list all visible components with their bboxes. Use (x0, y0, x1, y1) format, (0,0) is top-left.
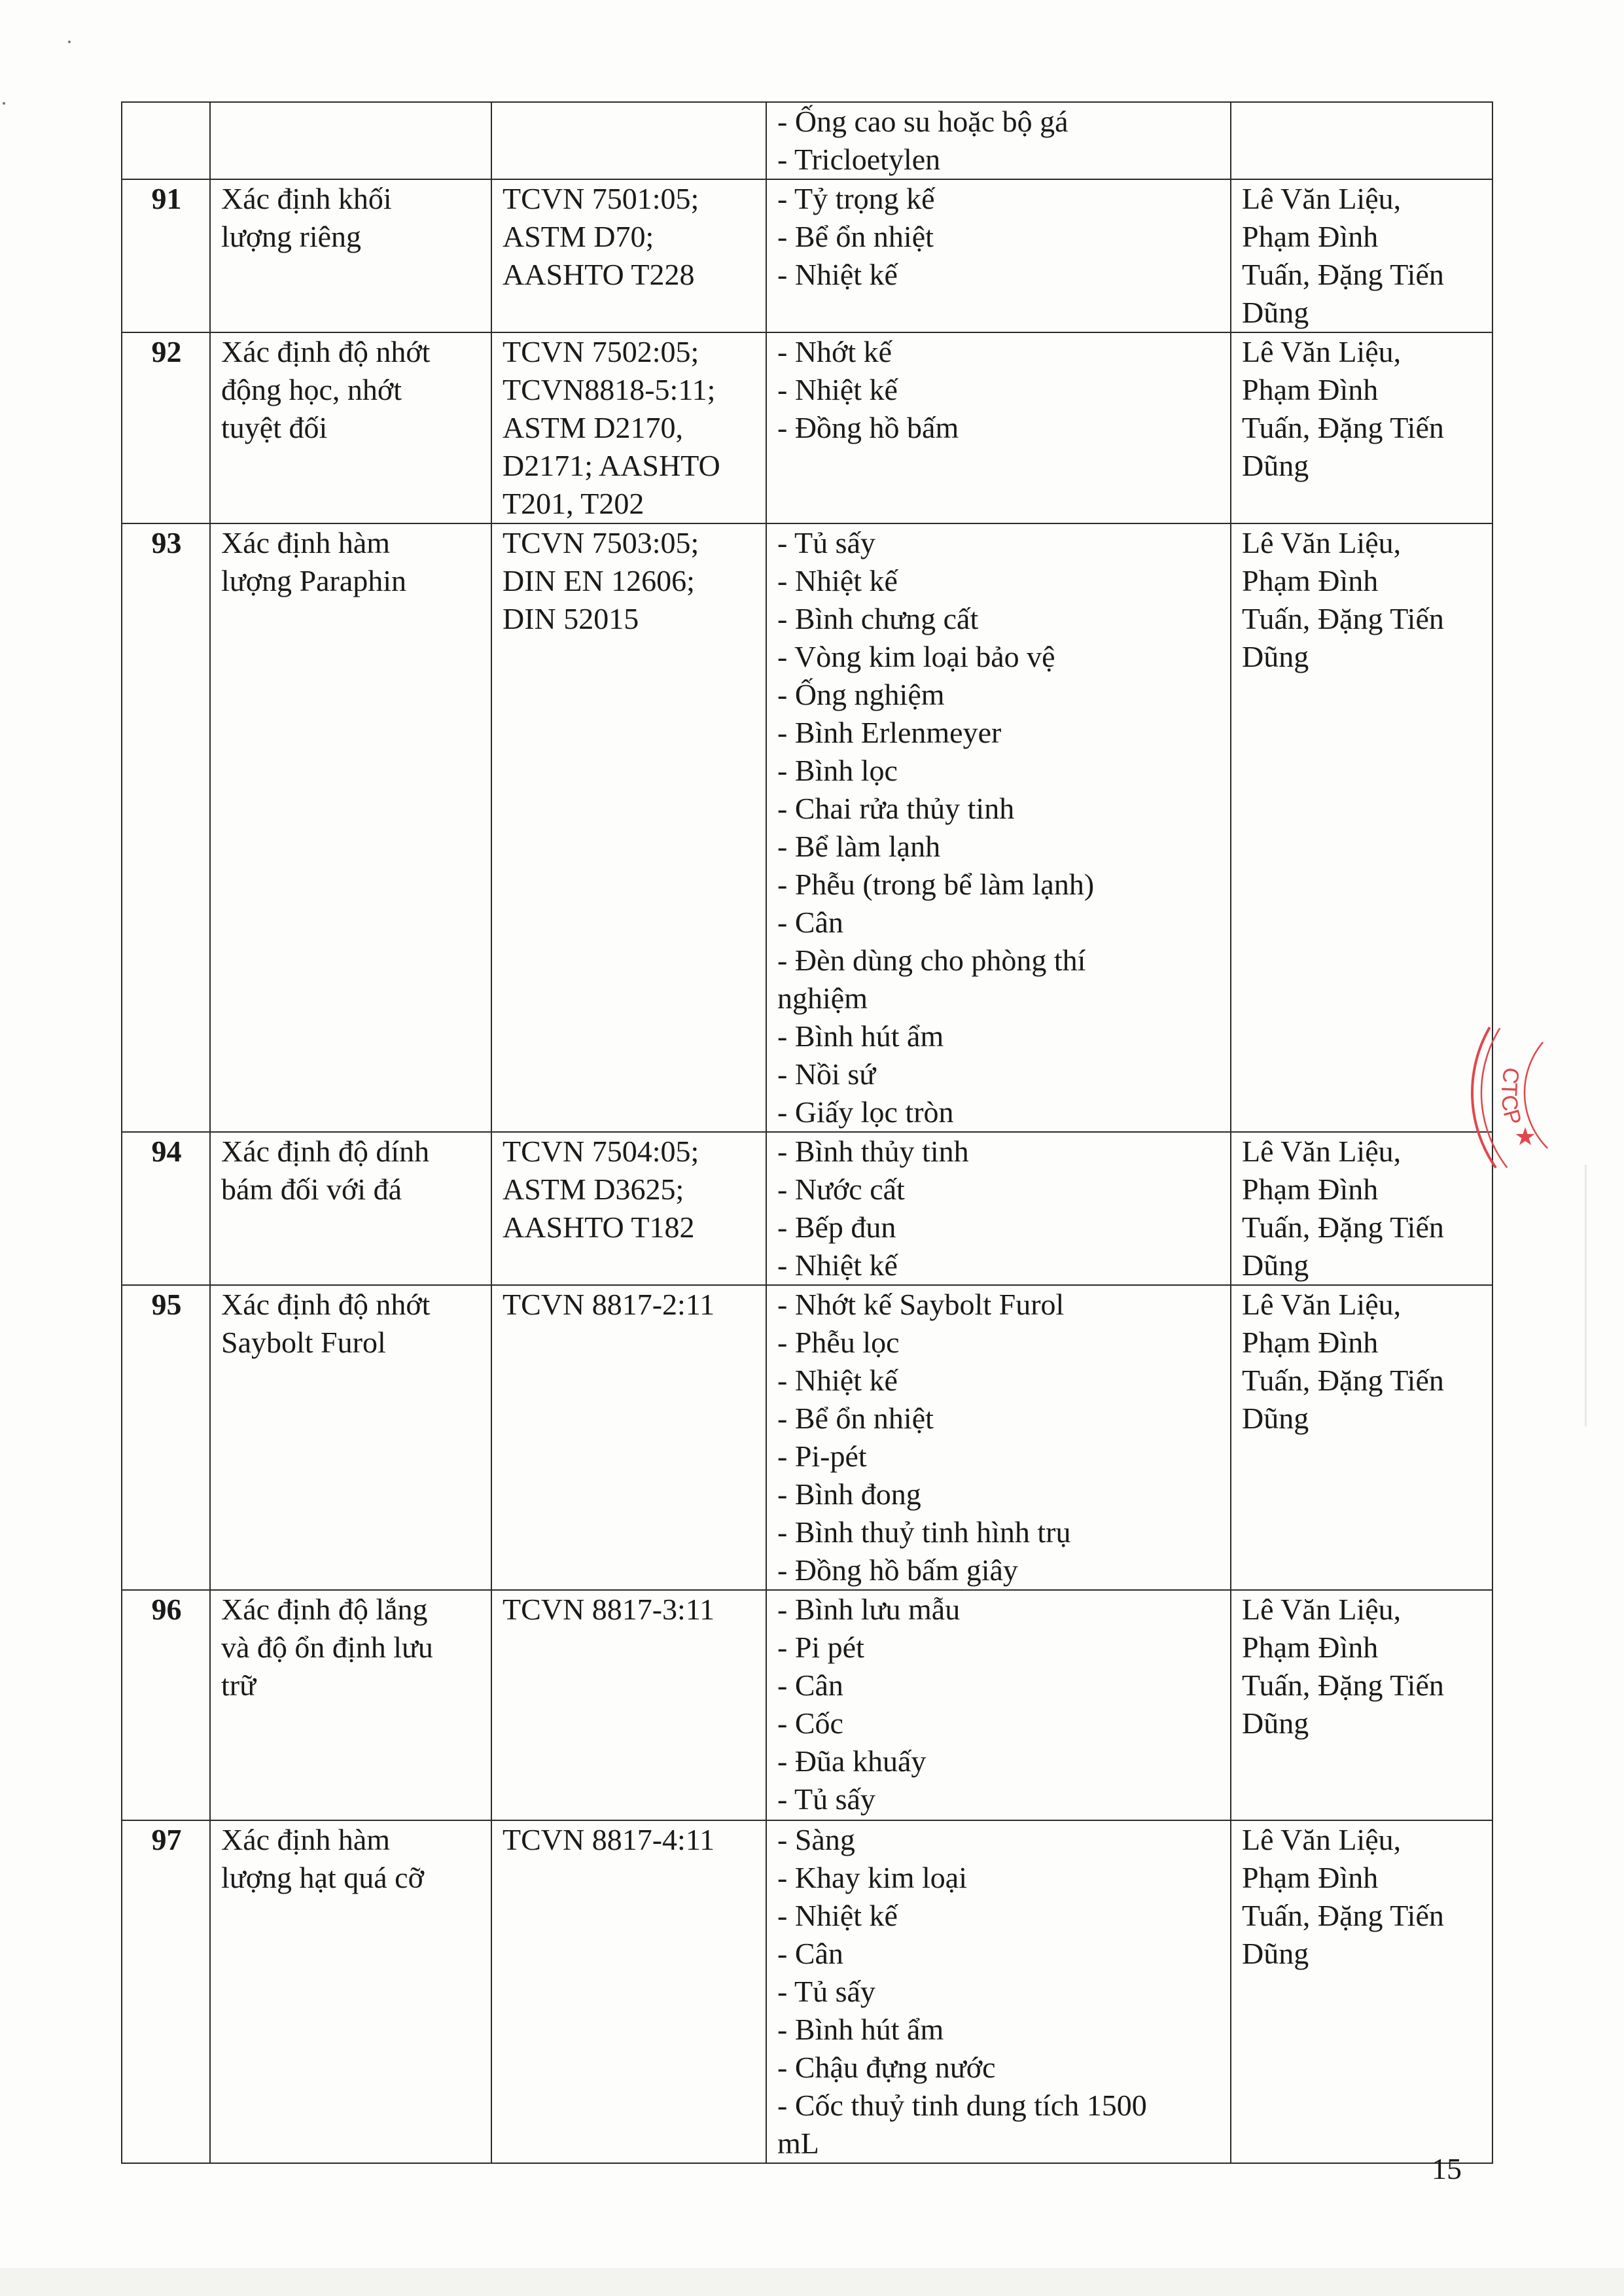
equipment-line: - Nhiệt kế (777, 1364, 898, 1397)
staff-line: Phạm Đình (1242, 1861, 1379, 1894)
equipment-line: - Bể ổn nhiệt (777, 1402, 934, 1435)
equipment-line: - Cốc thuỷ tinh dung tích 1500 (777, 2089, 1147, 2122)
equipment-line: - Ống cao su hoặc bộ gá (777, 105, 1068, 138)
equipment-line: - Chậu đựng nước (777, 2051, 996, 2084)
equipment-line: - Đồng hồ bấm giây (777, 1553, 1018, 1587)
equipment-line: - Nhiệt kế (777, 1899, 898, 1932)
standard-line: TCVN8818-5:11; (503, 373, 716, 406)
equipment-cell (766, 1285, 1231, 1590)
equipment-line: - Ống nghiệm (777, 678, 945, 711)
name-line: động học, nhớt (221, 373, 402, 406)
staff-line: Phạm Đình (1242, 1173, 1379, 1206)
test-name-cell (210, 1820, 491, 2163)
name-line: tuyệt đối (221, 411, 328, 444)
staff-cell (1231, 179, 1492, 332)
staff-line: Phạm Đình (1242, 1631, 1379, 1664)
staff-line: Tuấn, Đặng Tiến (1242, 1899, 1444, 1932)
equipment-line: - Pi pét (777, 1631, 864, 1664)
staff-line: Phạm Đình (1242, 373, 1379, 406)
staff-line: Lê Văn Liệu, (1242, 182, 1402, 215)
standard-line: ASTM D3625; (503, 1173, 684, 1206)
test-name-cell (210, 102, 491, 179)
equipment-cell (766, 1132, 1231, 1285)
equipment-line: - Tricloetylen (777, 143, 941, 176)
staff-line: Dũng (1242, 1248, 1309, 1282)
table-row (122, 1590, 1492, 1820)
test-name-cell (210, 1132, 491, 1285)
equipment-line: - Phễu (trong bể làm lạnh) (777, 868, 1095, 901)
row-number: 93 (151, 526, 182, 559)
equipment-line: - Tủ sấy (777, 526, 875, 559)
equipment-cell (766, 332, 1231, 523)
equipment-line: - Pi-pét (777, 1439, 867, 1473)
table-row (122, 102, 1492, 179)
standard-cell (491, 523, 766, 1132)
equipment-line: - Bình lưu mẫu (777, 1593, 961, 1626)
table-row (122, 332, 1492, 523)
table-row (122, 1820, 1492, 2163)
staff-line: Lê Văn Liệu, (1242, 1823, 1402, 1856)
test-name-cell (210, 1590, 491, 1820)
staff-cell (1231, 102, 1492, 179)
equipment-line: mL (777, 2127, 819, 2160)
scan-bottom-band (0, 2268, 1624, 2296)
equipment-line: - Cốc (777, 1706, 843, 1740)
standard-cell (491, 1590, 766, 1820)
standard-line: AASHTO T228 (503, 258, 695, 291)
staff-line: Phạm Đình (1242, 220, 1379, 253)
staff-line: Lê Văn Liệu, (1242, 526, 1402, 559)
staff-line: Tuấn, Đặng Tiến (1242, 1669, 1444, 1702)
staff-line: Tuấn, Đặng Tiến (1242, 602, 1444, 635)
equipment-line: - Bình thuỷ tinh hình trụ (777, 1515, 1071, 1549)
equipment-line: - Nhiệt kế (777, 373, 898, 406)
standard-line: TCVN 8817-4:11 (503, 1823, 715, 1856)
name-line: Xác định độ nhớt (221, 335, 431, 368)
equipment-line: - Bình lọc (777, 754, 898, 787)
equipment-line: - Cân (777, 906, 843, 939)
row-number-cell (122, 1285, 210, 1590)
equipment-cell (766, 1820, 1231, 2163)
standard-cell (491, 1820, 766, 2163)
equipment-line: - Chai rửa thủy tinh (777, 792, 1015, 825)
row-number-cell (122, 1590, 210, 1820)
staff-cell (1231, 1820, 1492, 2163)
equipment-line: - Tủ sấy (777, 1782, 875, 1816)
equipment-line: - Bình chưng cất (777, 602, 979, 635)
name-line: Xác định hàm (221, 526, 391, 559)
standard-line: DIN 52015 (503, 602, 639, 635)
table-body (122, 102, 1492, 2163)
row-number: 91 (151, 182, 182, 215)
standard-cell (491, 332, 766, 523)
equipment-line: - Nồi sứ (777, 1057, 876, 1091)
standard-line: DIN EN 12606; (503, 564, 695, 597)
equipment-line: - Bể ổn nhiệt (777, 220, 934, 253)
row-number-cell (122, 332, 210, 523)
test-name-cell (210, 523, 491, 1132)
equipment-line: - Đồng hồ bấm (777, 411, 959, 444)
name-line: bám đối với đá (221, 1173, 402, 1206)
equipment-line: - Cân (777, 1937, 843, 1970)
equipment-line: - Bể làm lạnh (777, 830, 941, 863)
staff-line: Dũng (1242, 1937, 1309, 1970)
equipment-line: - Giấy lọc tròn (777, 1095, 954, 1129)
staff-line: Lê Văn Liệu, (1242, 1288, 1402, 1321)
table-row (122, 179, 1492, 332)
equipment-cell (766, 1590, 1231, 1820)
standard-line: TCVN 7504:05; (503, 1135, 699, 1168)
name-line: Saybolt Furol (221, 1326, 386, 1359)
name-line: Xác định khối (221, 182, 392, 215)
equipment-line: - Nhớt kế (777, 335, 892, 368)
equipment-line: - Đèn dùng cho phòng thí (777, 944, 1086, 977)
equipment-line: - Bình đong (777, 1477, 921, 1511)
equipment-line: - Sàng (777, 1823, 855, 1856)
standard-line: ASTM D2170, (503, 411, 684, 444)
staff-line: Phạm Đình (1242, 564, 1379, 597)
name-line: Xác định hàm (221, 1823, 391, 1856)
row-number: 97 (151, 1823, 182, 1856)
staff-line: Dũng (1242, 296, 1309, 329)
equipment-line: - Cân (777, 1669, 843, 1702)
standard-line: TCVN 8817-3:11 (503, 1593, 715, 1626)
table-row (122, 1285, 1492, 1590)
name-line: và độ ổn định lưu (221, 1631, 433, 1664)
equipment-line: - Nhiệt kế (777, 564, 898, 597)
row-number: 95 (151, 1288, 182, 1321)
staff-line: Lê Văn Liệu, (1242, 1593, 1402, 1626)
row-number-cell (122, 1132, 210, 1285)
test-name-cell (210, 1285, 491, 1590)
staff-line: Dũng (1242, 1402, 1309, 1435)
standard-line: D2171; AASHTO (503, 449, 720, 482)
table-row (122, 523, 1492, 1132)
stamp-text: CTCP (1496, 1065, 1527, 1128)
equipment-line: - Phễu lọc (777, 1326, 900, 1359)
equipment-line: - Bếp đun (777, 1210, 896, 1244)
staff-line: Tuấn, Đặng Tiến (1242, 411, 1444, 444)
name-line: lượng hạt quá cỡ (221, 1861, 424, 1894)
staff-line: Phạm Đình (1242, 1326, 1379, 1359)
equipment-line: - Bình thủy tinh (777, 1135, 969, 1168)
standard-line: TCVN 7502:05; (503, 335, 699, 368)
standard-cell (491, 102, 766, 179)
name-line: lượng Paraphin (221, 564, 407, 597)
standard-line: T201, T202 (503, 487, 644, 520)
name-line: Xác định độ dính (221, 1135, 430, 1168)
row-number: 92 (151, 335, 182, 368)
staff-cell (1231, 1285, 1492, 1590)
equipment-line: - Vòng kim loại bảo vệ (777, 640, 1055, 673)
equipment-line: - Khay kim loại (777, 1861, 967, 1894)
standard-line: TCVN 7503:05; (503, 526, 699, 559)
equipment-line: - Nhiệt kế (777, 1248, 898, 1282)
test-name-cell (210, 179, 491, 332)
row-number-cell (122, 523, 210, 1132)
standard-cell (491, 1285, 766, 1590)
name-line: Xác định độ lắng (221, 1593, 428, 1626)
equipment-line: - Nhiệt kế (777, 258, 898, 291)
table-row (122, 1132, 1492, 1285)
equipment-cell (766, 523, 1231, 1132)
row-number-cell (122, 179, 210, 332)
equipment-line: - Nước cất (777, 1173, 905, 1206)
standard-line: TCVN 7501:05; (503, 182, 699, 215)
standard-line: TCVN 8817-2:11 (503, 1288, 715, 1321)
row-number: 94 (151, 1135, 182, 1168)
stamp-ring (1472, 1027, 1496, 1168)
row-number-cell (122, 1820, 210, 2163)
equipment-table (121, 101, 1493, 2164)
standard-cell (491, 1132, 766, 1285)
row-number: 96 (151, 1593, 182, 1626)
equipment-line: - Đũa khuấy (777, 1744, 927, 1778)
scan-speck (68, 41, 71, 43)
standard-cell (491, 179, 766, 332)
company-stamp (1439, 955, 1624, 1230)
equipment-line: - Bình hút ẩm (777, 2013, 944, 2046)
staff-line: Tuấn, Đặng Tiến (1242, 1210, 1444, 1244)
equipment-line: - Tủ sấy (777, 1975, 875, 2008)
staff-line: Lê Văn Liệu, (1242, 335, 1402, 368)
standard-line: ASTM D70; (503, 220, 654, 253)
name-line: Xác định độ nhớt (221, 1288, 431, 1321)
staff-line: Dũng (1242, 640, 1309, 673)
staff-line: Tuấn, Đặng Tiến (1242, 258, 1444, 291)
name-line: trữ (221, 1669, 256, 1702)
staff-cell (1231, 332, 1492, 523)
equipment-line: - Bình hút ẩm (777, 1019, 944, 1053)
equipment-cell (766, 102, 1231, 179)
test-name-cell (210, 332, 491, 523)
staff-cell (1231, 1590, 1492, 1820)
stamp-star-icon: ★ (1514, 1122, 1537, 1151)
equipment-line: - Nhớt kế Saybolt Furol (777, 1288, 1065, 1321)
page-number: 15 (1432, 2152, 1462, 2185)
staff-line: Lê Văn Liệu, (1242, 1135, 1402, 1168)
staff-line: Dũng (1242, 1706, 1309, 1740)
staff-line: Dũng (1242, 449, 1309, 482)
scan-speck (3, 102, 5, 105)
stamp-marks (1472, 1027, 1547, 1168)
equipment-cell (766, 179, 1231, 332)
equipment-line: nghiệm (777, 981, 868, 1015)
equipment-line: - Tỷ trọng kế (777, 182, 935, 215)
row-number-cell (122, 102, 210, 179)
equipment-line: - Bình Erlenmeyer (777, 716, 1002, 749)
staff-line: Tuấn, Đặng Tiến (1242, 1364, 1444, 1397)
name-line: lượng riêng (221, 220, 362, 253)
standard-line: AASHTO T182 (503, 1210, 695, 1244)
